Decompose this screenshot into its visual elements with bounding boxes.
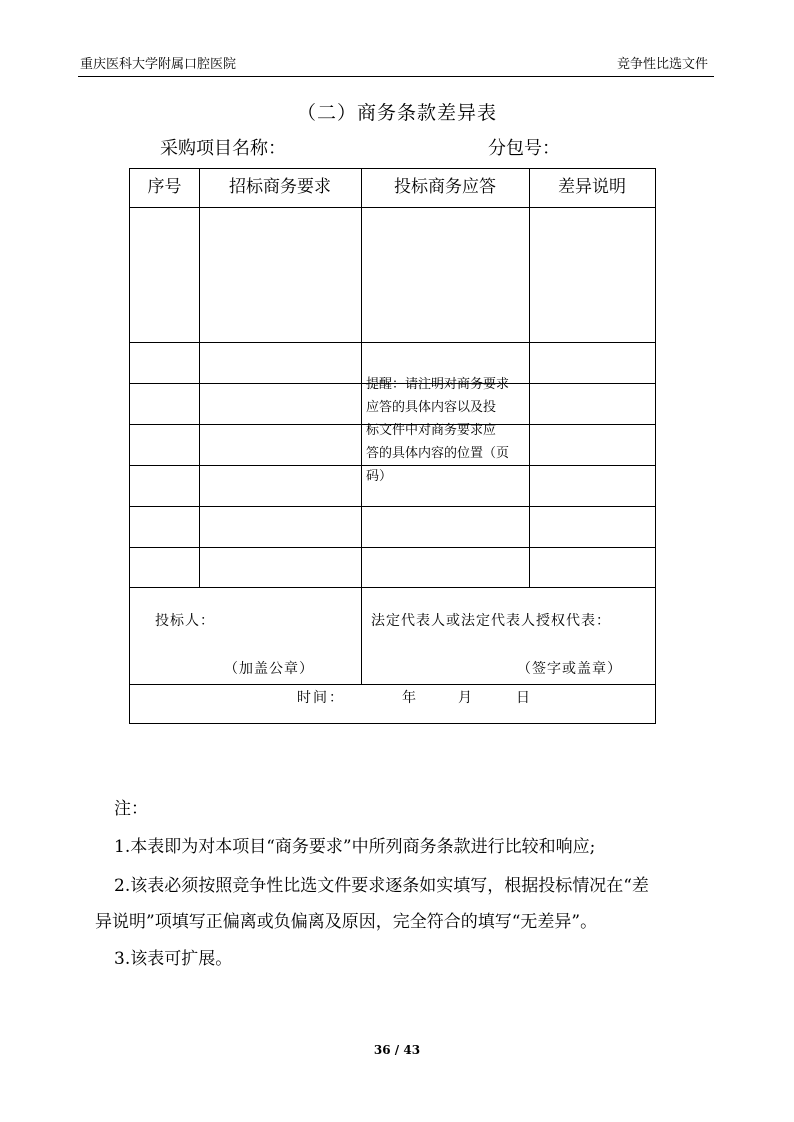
document-title: （二）商务条款差异表 — [296, 102, 497, 124]
date-year: 年 — [402, 690, 416, 706]
header-rule — [78, 76, 714, 77]
notes-heading: 注： — [114, 799, 148, 819]
note-item-3: 3.该表可扩展。 — [114, 949, 233, 969]
bidder-label: 投标人： — [155, 613, 215, 629]
row-divider — [130, 547, 655, 548]
column-divider — [529, 169, 530, 587]
legal-representative-label: 法定代表人或法定代表人授权代表： — [371, 613, 611, 629]
note-line: 码） — [366, 469, 393, 484]
column-divider — [199, 169, 200, 587]
note-line: 提醒：请注明对商务要求 — [366, 377, 510, 392]
row-divider — [130, 684, 655, 685]
row-divider — [130, 506, 655, 507]
response-reminder-note — [366, 373, 524, 488]
column-header-requirement: 招标商务要求 — [229, 177, 331, 197]
column-header-response: 投标商务应答 — [394, 177, 496, 197]
note-line: 答的具体内容的位置（页 — [366, 446, 510, 461]
note-line: 标文件中对商务要求应 — [366, 423, 497, 438]
package-number-label: 分包号： — [488, 138, 560, 159]
date-month: 月 — [458, 690, 472, 706]
legal-representative-seal-note: （签字或盖章） — [517, 661, 622, 677]
note-item-2: 2.该表必须按照竞争性比选文件要求逐条如实填写，根据投标情况在“差 — [114, 876, 649, 896]
column-header-difference: 差异说明 — [558, 177, 626, 197]
page-header-left: 重庆医科大学附属口腔医院 — [80, 57, 237, 72]
row-divider — [130, 587, 655, 588]
column-header-index: 序号 — [147, 177, 182, 197]
page-number: 36 / 43 — [373, 1043, 421, 1057]
row-divider — [130, 342, 655, 343]
row-divider — [130, 207, 655, 208]
note-line: 应答的具体内容以及投 — [366, 400, 497, 415]
page-header-right: 竞争性比选文件 — [616, 57, 708, 72]
date-day: 日 — [516, 690, 530, 706]
difference-table — [129, 168, 656, 724]
project-name-label: 采购项目名称： — [160, 138, 286, 159]
note-item-1: 1.本表即为对本项目“商务要求”中所列商务条款进行比较和响应; — [114, 837, 596, 857]
bidder-seal-note: （加盖公章） — [224, 661, 314, 677]
column-divider — [361, 169, 362, 684]
time-label: 时间： — [297, 690, 345, 706]
note-item-2-continued: 异说明”项填写正偏离或负偏离及原因，完全符合的填写“无差异”。 — [95, 912, 598, 932]
